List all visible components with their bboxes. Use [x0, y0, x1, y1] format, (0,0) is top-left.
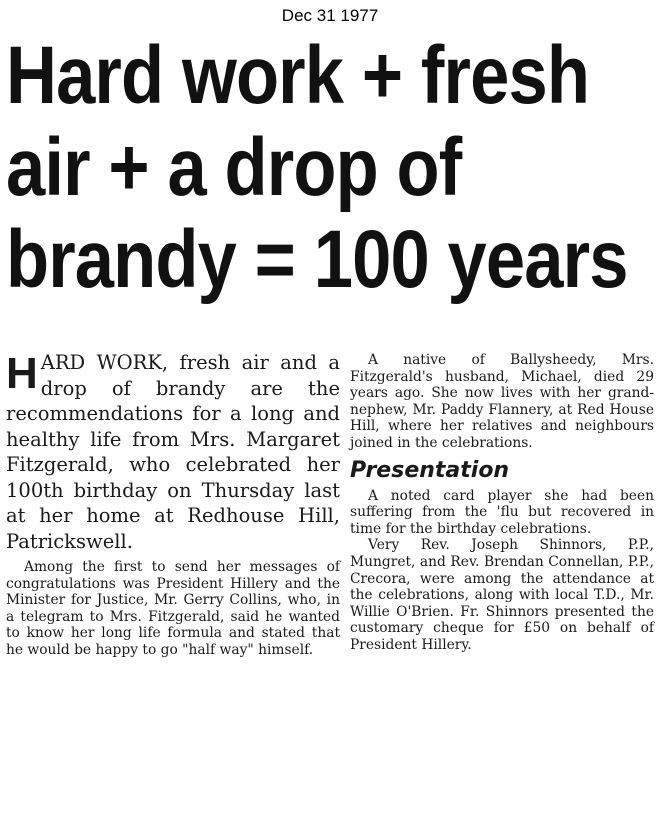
lead-caps: ARD WORK, — [40, 351, 169, 374]
drop-cap: H — [6, 349, 38, 398]
paragraph-attendance: Very Rev. Joseph Shinnors, P.P., Mungret, and Rev. Brendan Connellan, P.P., Crecora, were among the attendance at the celebrations, along with local T.D., Mr. Willie O'Brien. Fr. Shinnors presented the customary cheque for £50 on behalf of President Hillery. — [350, 537, 654, 653]
article-column-left — [6, 350, 340, 659]
lead-paragraph — [6, 350, 340, 554]
paragraph-native: A native of Ballysheedy, Mrs. Fitzgerald's husband, Michael, died 29 years ago. She now lives with her grand-nephew, Mr. Paddy Flannery, at Red House Hill, where her relatives and neighbours joined in the celebrations. — [350, 352, 654, 451]
subheading-presentation: Presentation — [350, 457, 510, 483]
headline — [6, 30, 628, 306]
lead-text: fresh air and a drop of brandy are the recommendations for a long and healthy life from Mrs. Margaret Fitzgerald, who celebrated her 100th birthday on Thursday last at her home at Redhouse Hill, Patrickswell. — [6, 351, 340, 553]
article-column-right — [350, 352, 654, 654]
headline-line-2: air + a drop of — [6, 122, 462, 213]
headline-line-1: Hard work + fresh — [6, 30, 590, 121]
paragraph-card-player: A noted card player she had been suffering from the 'flu but recovered in time for the birthday celebrations. — [350, 487, 654, 537]
headline-line-3: brandy = 100 years — [6, 214, 628, 305]
paragraph-congratulations: Among the first to send her messages of congratulations was President Hillery and the Minister for Justice, Mr. Gerry Collins, who, in a telegram to Mrs. Fitzgerald, said he wanted to know her long life formula and stated that he would be happy to go "half way" himself. — [6, 559, 340, 658]
date-label: Dec 31 1977 — [281, 6, 379, 25]
